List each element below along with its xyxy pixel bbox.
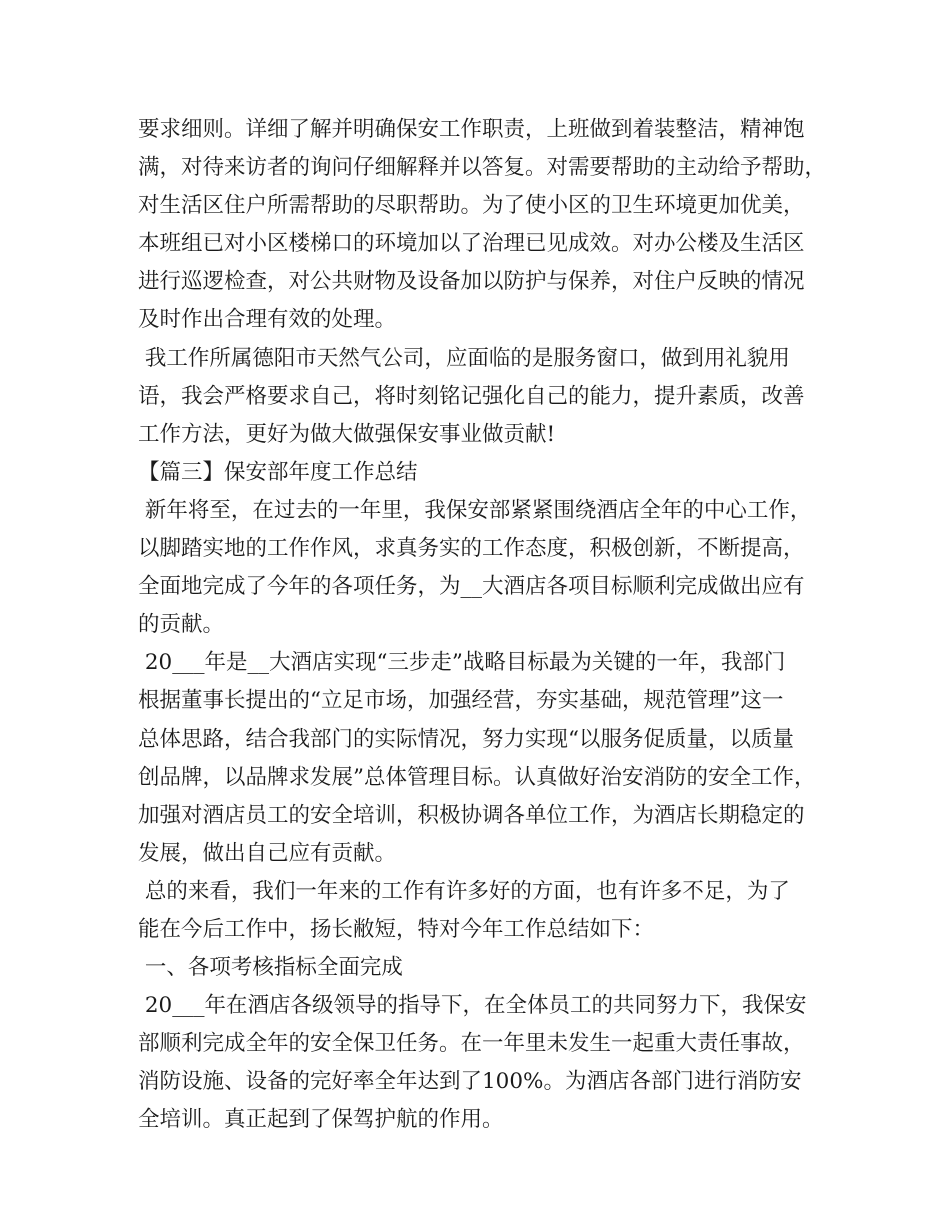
text-line: 进行巡逻检查，对公共财物及设备加以防护与保养，对住户反映的情况 [138,269,805,295]
text-line: 创品牌，以品牌求发展”总体管理目标。认真做好治安消防的安全工作， [138,764,816,790]
text-line: 及时作出合理有效的处理。 [138,307,397,333]
text-line: 消防设施、设备的完好率全年达到了100%。为酒店各部门进行消防安 [138,1069,802,1095]
text-line: 以脚踏实地的工作作风，求真务实的工作态度，积极创新，不断提高， [138,536,805,562]
subsection-heading: 一、各项考核指标全面完成 [138,955,403,981]
text-line: 全培训。真正起到了保驾护航的作用。 [138,1107,504,1133]
text-line: 新年将至，在过去的一年里，我保安部紧紧围绕酒店全年的中心工作， [138,497,812,523]
text-line: 全面地完成了今年的各项任务，为__大酒店各项目标顺利完成做出应有 [138,574,805,600]
text-line: 总的来看，我们一年来的工作有许多好的方面，也有许多不足，为了 [138,878,790,904]
document-body [138,111,828,1140]
text-line: 满，对待来访者的询问仔细解释并以答复。对需要帮助的主动给予帮助， [138,155,827,181]
text-line: 加强对酒店员工的安全培训，积极协调各单位工作，为酒店长期稳定的 [138,802,805,828]
text-line: 能在今后工作中，扬长敝短，特对今年工作总结如下： [138,916,655,942]
text-line: 根据董事长提出的“立足市场，加强经营，夯实基础，规范管理”这一 [138,688,784,714]
text-line: 本班组已对小区楼梯口的环境加以了治理已见成效。对办公楼及生活区 [138,231,805,257]
text-line: 部顺利完成全年的安全保卫任务。在一年里未发生一起重大责任事故， [138,1031,805,1057]
text-line: 总体思路，结合我部门的实际情况，努力实现“以服务促质量，以质量 [138,726,794,752]
text-line: 要求细则。详细了解并明确保安工作职责，上班做到着装整洁，精神饱 [138,117,805,142]
text-line: 对生活区住户所需帮助的尽职帮助。为了使小区的卫生环境更加优美， [138,193,805,219]
text-line: 20___年是__大酒店实现“三步走”战略目标最为关键的一年，我部门 [138,650,786,676]
text-line: 发展，做出自己应有贡献。 [138,840,397,866]
section-heading: 【篇三】保安部年度工作总结 [138,459,418,485]
text-line: 我工作所属德阳市天然气公司，应面临的是服务窗口，做到用礼貌用 [138,345,790,371]
text-line: 的贡献。 [138,612,225,638]
text-line: 语，我会严格要求自己，将时刻铭记强化自己的能力，提升素质，改善 [138,383,805,409]
text-line: 20___年在酒店各级领导的指导下，在全体员工的共同努力下，我保安 [138,993,807,1019]
text-line: 工作方法，更好为做大做强保安事业做贡献! [138,421,556,447]
